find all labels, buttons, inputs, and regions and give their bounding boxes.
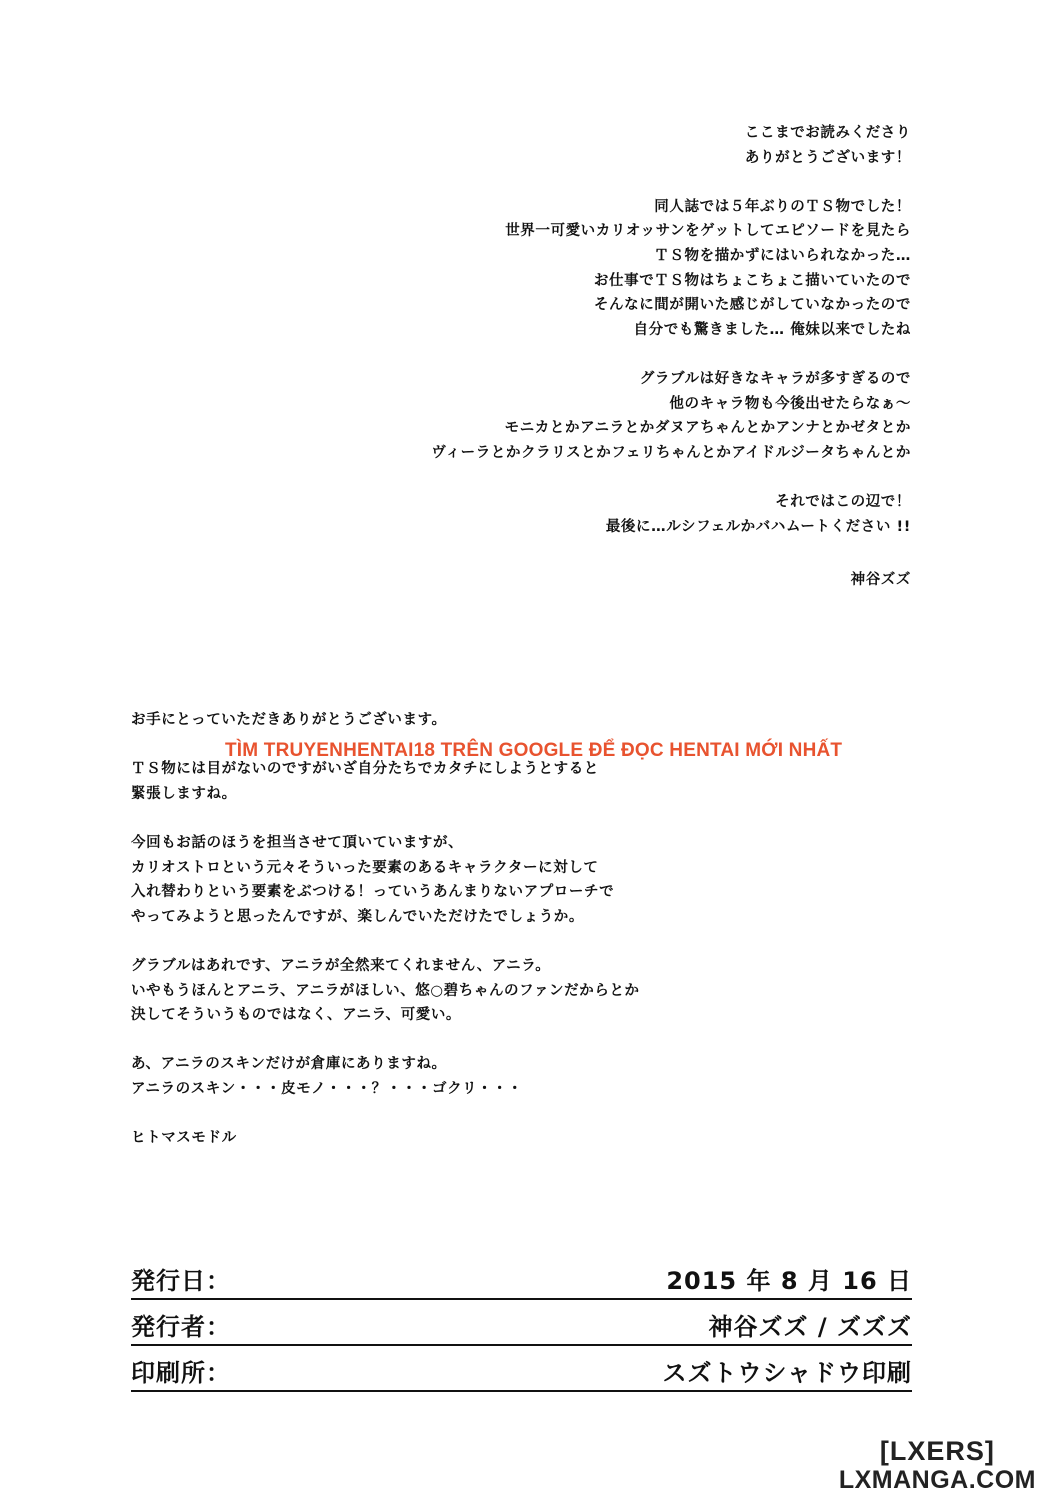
colophon-value: 神谷ズズ / ズズズ <box>708 1313 912 1341</box>
text-line: 最後に…ルシフェルかバハムートください !! <box>605 518 911 535</box>
text-line: そんなに間が開いた感じがしていなかったので <box>593 297 911 314</box>
text-line: 同人誌では５年ぶりのＴＳ物でした！ <box>654 198 911 215</box>
afterword-bottom <box>131 708 640 1151</box>
site-watermark: TÌM TRUYENHENTAI18 TRÊN GOOGLE ĐỂ ĐỌC HENTAI MỚI NHẤT <box>225 740 843 761</box>
text-line: アニラのスキン・・・皮モノ・・・？・・・ゴクリ・・・ <box>131 1080 523 1097</box>
text-line: いやもうほんとアニラ、アニラがほしい、悠○碧ちゃんのファンだからとか <box>131 982 640 999</box>
text-line: ここまでお読みくださり <box>744 125 911 141</box>
text-line: ＴＳ物を描かずにはいられなかった… <box>654 247 911 264</box>
text-line: お手にとっていただきありがとうございます。 <box>131 712 447 728</box>
colophon-label: 発行日： <box>131 1267 231 1295</box>
badge-site-name: LXMANGA.COM <box>838 1466 1036 1494</box>
text-line: 他のキャラ物も今後出せたらなぁ～ <box>669 395 911 412</box>
badge-group-name: [LXERS] <box>879 1436 995 1466</box>
text-line: 緊張しますね。 <box>131 785 237 802</box>
text-line: カリオストロという元々そういった要素のあるキャラクターに対して <box>131 859 599 876</box>
author-signature: ヒトマスモドル <box>131 1130 237 1147</box>
text-line: 自分でも驚きました… 俺妹以来でしたね <box>633 321 911 338</box>
colophon-label: 発行者： <box>131 1313 231 1341</box>
colophon-row-printer <box>131 1344 912 1388</box>
text-line: ありがとうございます！ <box>744 149 911 166</box>
colophon-value: 2015 年 8 月 16 日 <box>666 1267 912 1295</box>
text-line: それではこの辺で！ <box>775 493 911 510</box>
text-line: 決してそういうものではなく、アニラ、可愛い。 <box>131 1007 462 1024</box>
text-line: お仕事でＴＳ物はちょこちょこ描いていたので <box>593 272 911 289</box>
colophon-value: スズトウシャドウ印刷 <box>662 1359 912 1387</box>
text-line: グラブルはあれです、アニラが全然来てくれません、アニラ。 <box>131 957 551 974</box>
author-signature: 神谷ズズ <box>850 572 911 588</box>
afterword-top <box>431 121 911 539</box>
divider <box>131 1390 912 1392</box>
text-line: モニカとかアニラとかダヌアちゃんとかアンナとかゼタとか <box>504 420 911 437</box>
text-line: 今回もお話のほうを担当させて頂いていますが、 <box>131 834 464 851</box>
text-line: 世界一可愛いカリオッサンをゲットしてエピソードを見たら <box>505 223 911 240</box>
text-line: あ、アニラのスキンだけが倉庫にありますね。 <box>131 1056 447 1073</box>
text-line: やってみようと思ったんですが、楽しんでいただけたでしょうか。 <box>131 908 584 925</box>
scanlator-badge <box>839 1436 1036 1494</box>
colophon-row-date <box>131 1252 912 1296</box>
colophon-row-publisher <box>131 1298 912 1342</box>
text-line: グラブルは好きなキャラが多すぎるので <box>639 370 911 387</box>
colophon-label: 印刷所： <box>131 1359 231 1387</box>
text-line: ＴＳ物には目がないのですがいざ自分たちでカタチにしようとすると <box>131 761 599 778</box>
text-line: 入れ替わりという要素をぶつける！っていうあんまりないアプローチで <box>131 884 615 901</box>
text-line: ヴィーラとかクラリスとかフェリちゃんとかアイドルジータちゃんとか <box>431 444 911 461</box>
